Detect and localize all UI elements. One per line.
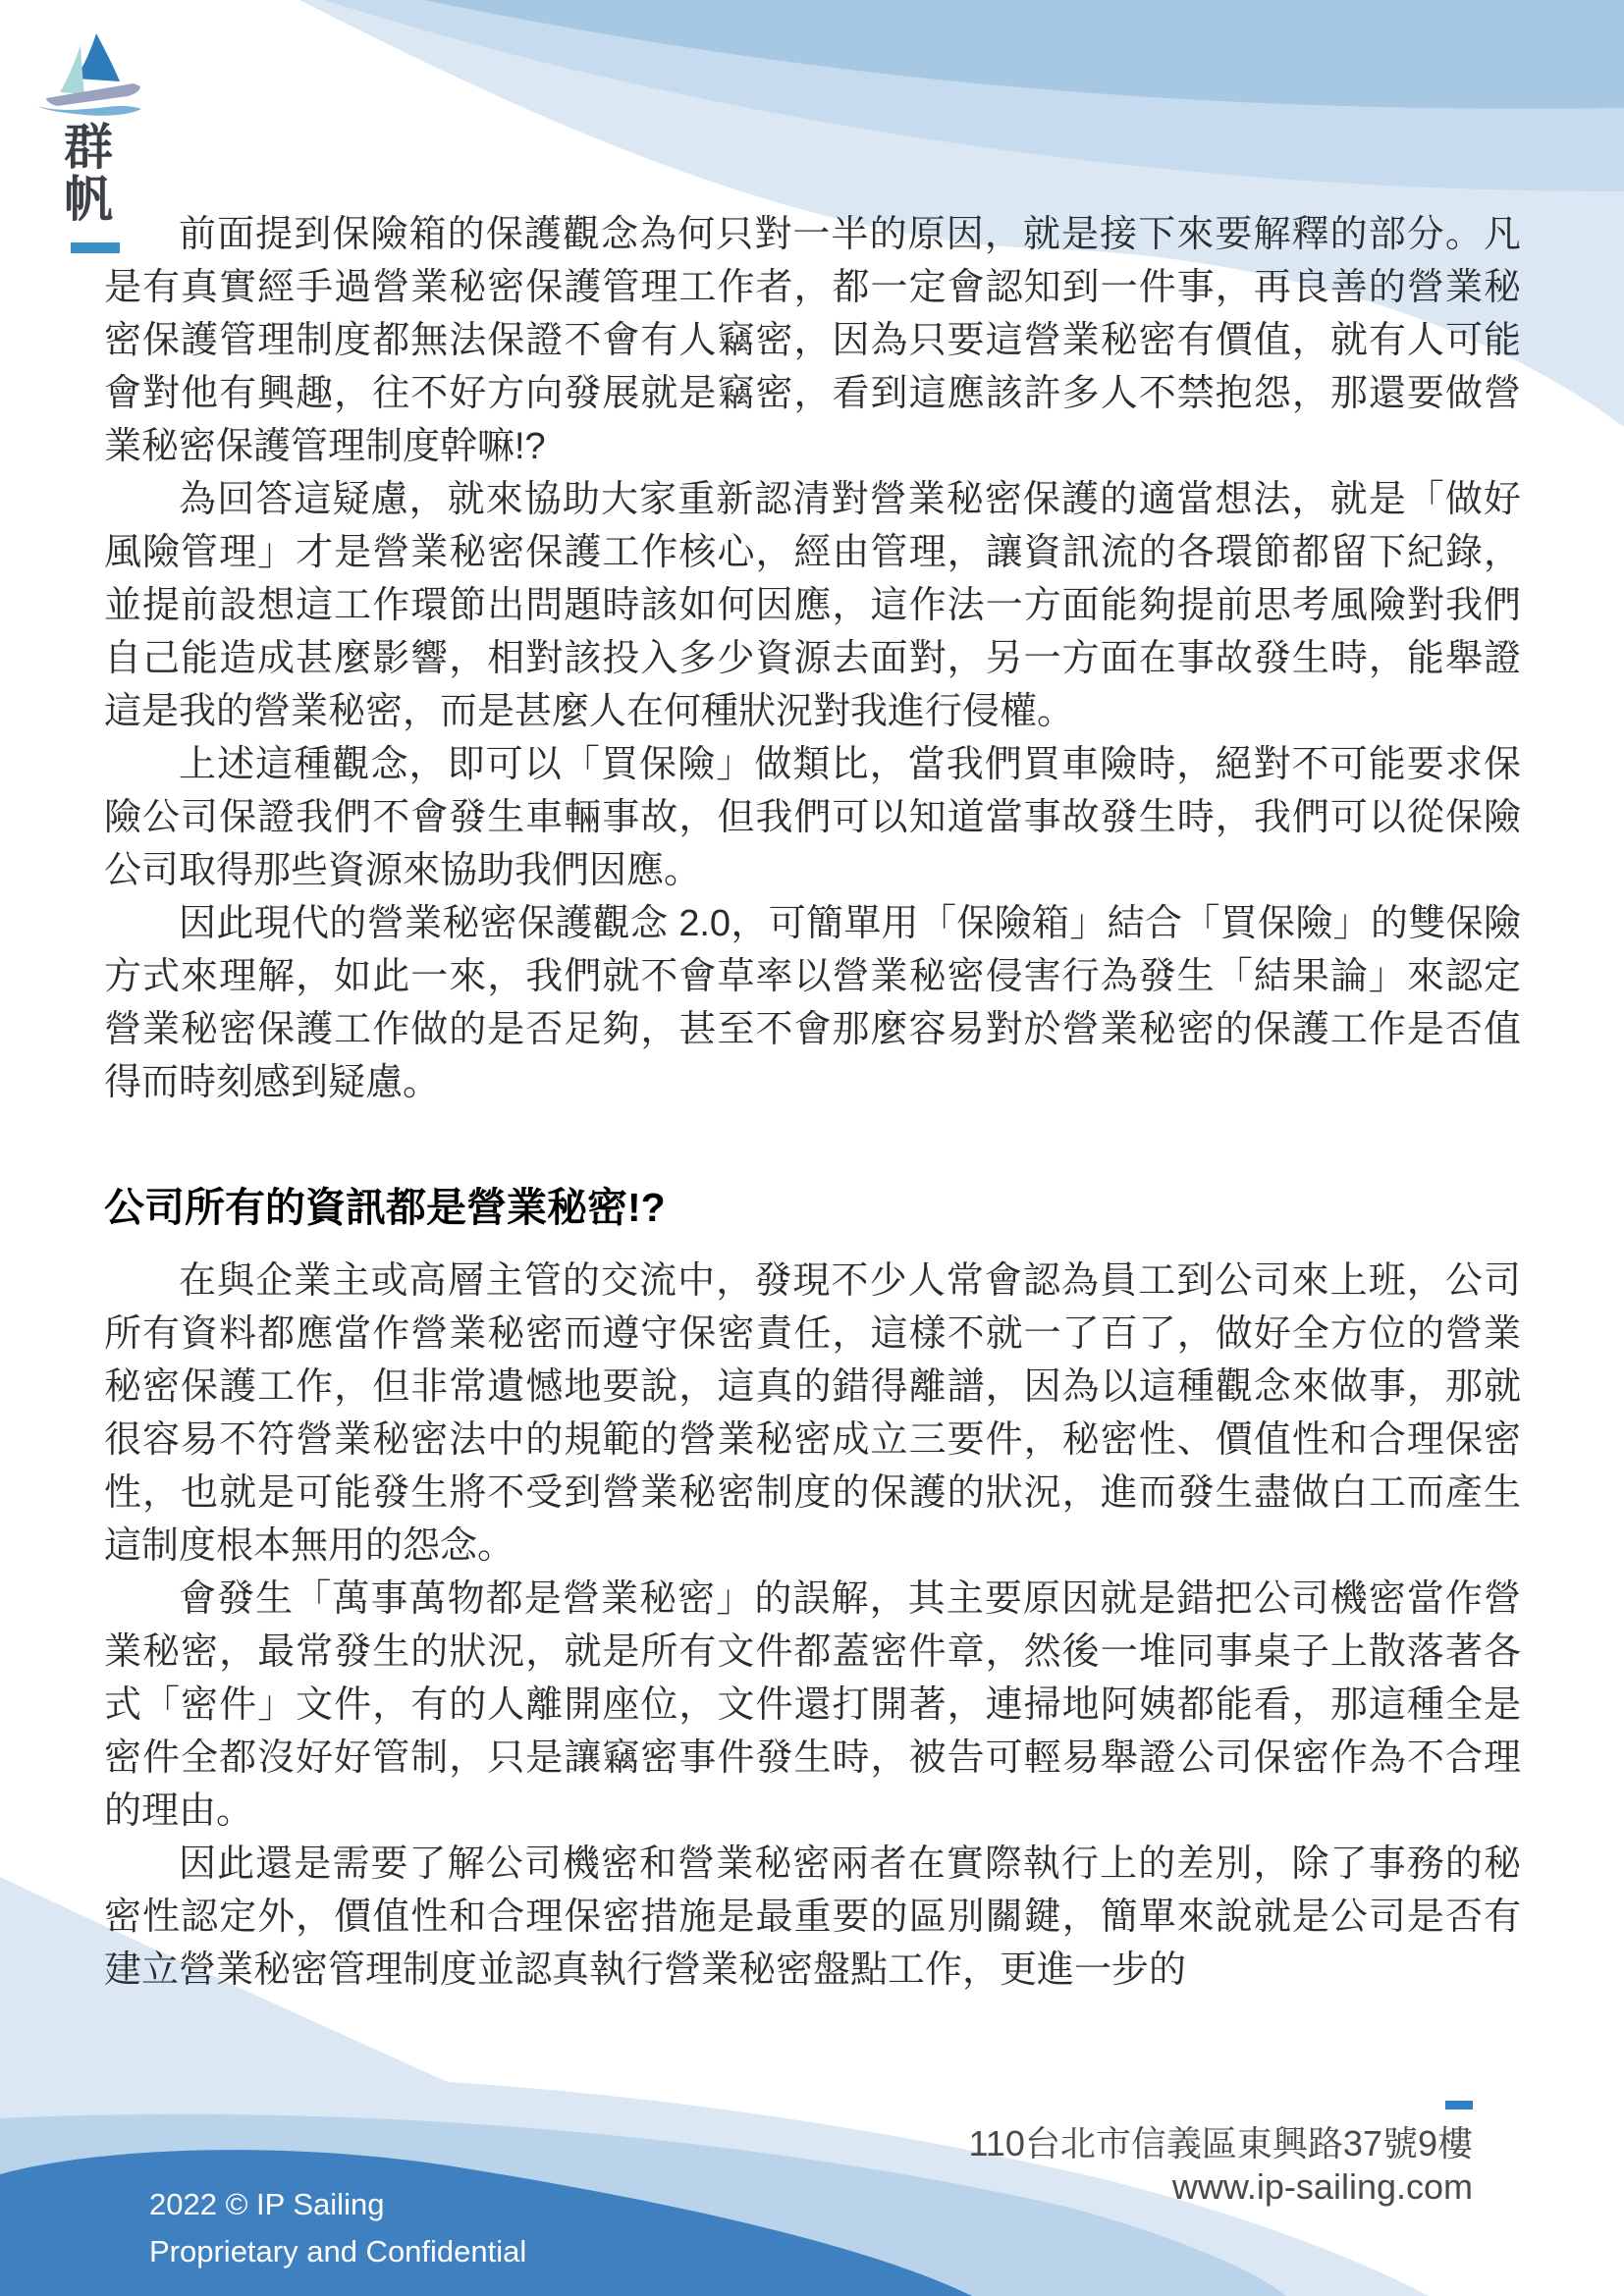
sail-jib — [60, 45, 84, 94]
paragraph-1: 前面提到保險箱的保護觀念為何只對一半的原因，就是接下來要解釋的部分。凡是有真實經手過營業秘密保護管理工作者，都一定會認知到一件事，再良善的營業秘密保護管理制度都無法保證不會有人竊密，因為只要這營業秘密有價值，就有人可能會對他有興趣，往不好方向發展就是竊密，看到這應該許多人不禁抱怨，那還要做營業秘密保護管理制度幹嘛!? — [104, 214, 1521, 467]
confidential-text: Proprietary and Confidential — [149, 2234, 527, 2269]
brand-char-2: 帆 — [64, 172, 113, 227]
footer-accent-dash — [1445, 2101, 1473, 2109]
wave-under-boat — [37, 106, 141, 116]
brand-char-1: 群 — [64, 120, 113, 175]
paragraph-7: 因此還是需要了解公司機密和營業秘密兩者在實際執行上的差別，除了事務的秘密性認定外，價值性和合理保密措施是最重要的區別關鍵，簡單來說就是公司是否有建立營業秘密管理制度並認真執行營業秘密盤點工作，更進一步的 — [104, 1843, 1521, 1991]
paragraph-3: 上述這種觀念，即可以「買保險」做類比，當我們買車險時，絕對不可能要求保險公司保證我們不會發生車輛事故，但我們可以知道當事故發生時，我們可以從保險公司取得那些資源來協助我們因應。 — [104, 744, 1521, 891]
company-website[interactable]: www.ip-sailing.com — [1171, 2166, 1473, 2207]
article — [104, 208, 1521, 1997]
footer-contact — [969, 2101, 1473, 2209]
paragraph-6: 會發生「萬事萬物都是營業秘密」的誤解，其主要原因就是錯把公司機密當作營業秘密，最常發生的狀況，就是所有文件都蓋密件章，然後一堆同事桌子上散落著各式「密件」文件，有的人離開座位，文件還打開著，連掃地阿姨都能看，那這種全是密件全都沒好好管制，只是讓竊密事件發生時，被告可輕易舉證公司保密作為不合理的理由。 — [104, 1578, 1521, 1832]
footer-legal — [149, 2181, 526, 2275]
copyright-text: 2022 © IP Sailing — [149, 2187, 385, 2221]
paragraph-4: 因此現代的營業秘密保護觀念 2.0，可簡單用「保險箱」結合「買保險」的雙保險方式來理解，如此一來，我們就不會草率以營業秘密侵害行為發生「結果論」來認定營業秘密保護工作做的是否足夠，甚至不會那麼容易對於營業秘密的保護工作是否值得而時刻感到疑慮。 — [104, 903, 1521, 1103]
paragraph-5: 在與企業主或高層主管的交流中，發現不少人常會認為員工到公司來上班，公司所有資料都應當作營業秘密而遵守保密責任，這樣不就一了百了，做好全方位的營業秘密保護工作，但非常遺憾地要說，這真的錯得離譜，因為以這種觀念來做事，那就很容易不符營業秘密法中的規範的營業秘密成立三要件，秘密性、價值性和合理保密性，也就是可能發生將不受到營業秘密制度的保護的狀況，進而發生盡做白工而產生這制度根本無用的怨念。 — [104, 1260, 1521, 1567]
hull — [46, 83, 140, 106]
section-heading: 公司所有的資訊都是營業秘密!? — [104, 1185, 666, 1230]
sailboat-icon — [37, 22, 147, 120]
company-address: 110台北市信義區東興路37號9樓 — [968, 2123, 1473, 2163]
paragraph-2: 為回答這疑慮，就來協助大家重新認清對營業秘密保護的適當想法，就是「做好風險管理」才是營業秘密保護工作核心，經由管理，讓資訊流的各環節都留下紀錄，並提前設想這工作環節出問題時該如何因應，這作法一方面能夠提前思考風險對我們自己能造成甚麼影響，相對該投入多少資源去面對，另一方面在事故發生時，能舉證這是我的營業秘密，而是甚麼人在何種狀況對我進行侵權。 — [104, 479, 1521, 732]
